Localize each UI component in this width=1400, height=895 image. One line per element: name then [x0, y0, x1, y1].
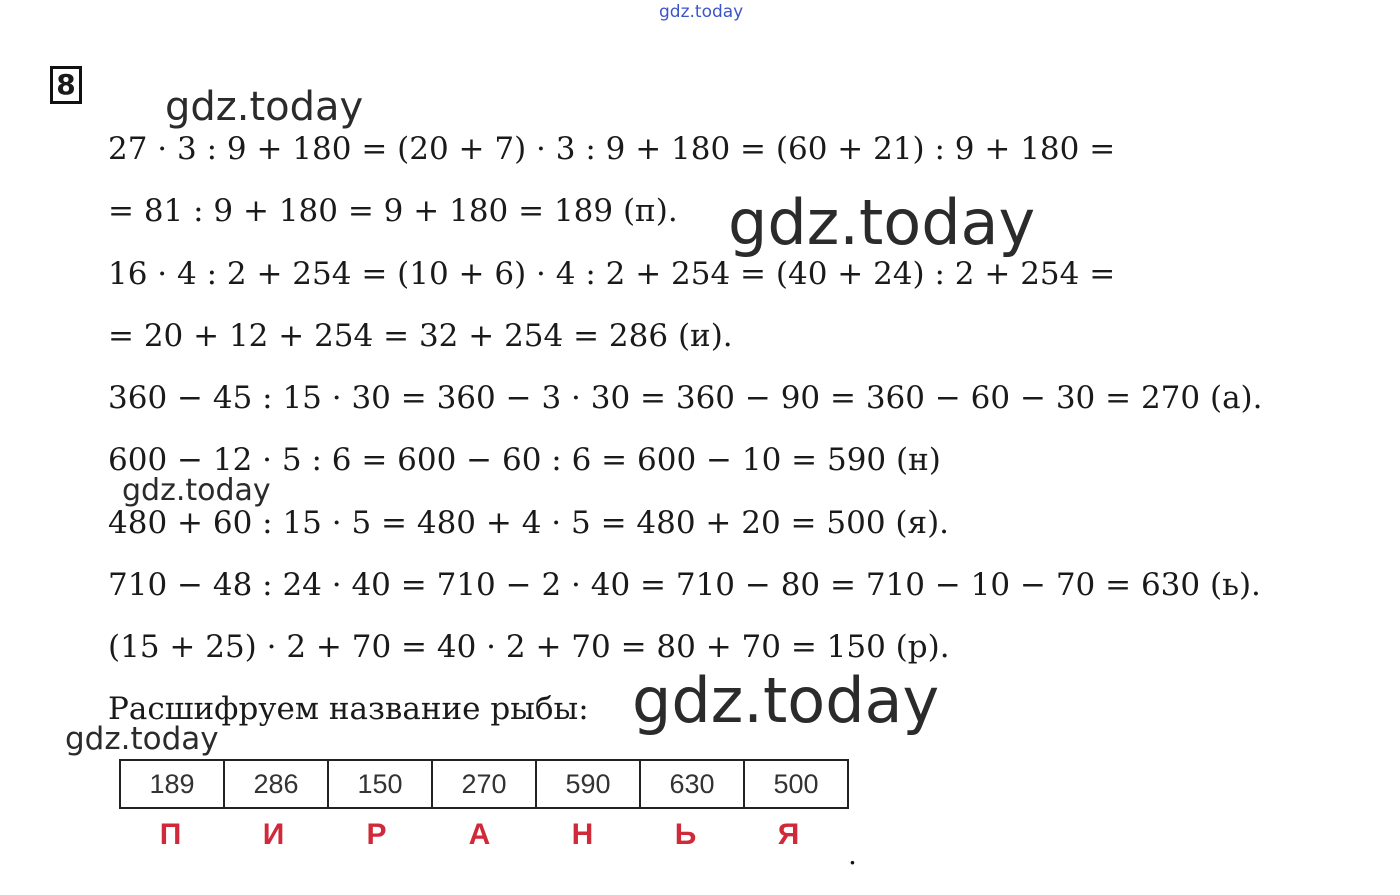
- solution-line-3: 16 · 4 : 2 + 254 = (10 + 6) · 4 : 2 + 254 = (40 + 24) : 2 + 254 =: [108, 256, 1116, 292]
- decode-caption: Расшифруем название рыбы:: [108, 691, 589, 727]
- answer-cell-7: 500: [744, 760, 848, 808]
- watermark-4: gdz.today: [632, 664, 940, 737]
- answer-cell-2: 286: [224, 760, 328, 808]
- solution-line-6: 600 − 12 · 5 : 6 = 600 − 60 : 6 = 600 − 10 = 590 (н): [108, 442, 941, 478]
- solution-line-2: = 81 : 9 + 180 = 9 + 180 = 189 (п).: [108, 193, 678, 229]
- answer-table-row: [120, 760, 848, 808]
- answer-cell-4: 270: [432, 760, 536, 808]
- solution-line-5: 360 − 45 : 15 · 30 = 360 − 3 · 30 = 360 − 90 = 360 − 60 − 30 = 270 (а).: [108, 380, 1263, 416]
- answer-cell-6: 630: [640, 760, 744, 808]
- watermark-2: gdz.today: [728, 186, 1036, 259]
- answer-cell-1: 189: [120, 760, 224, 808]
- decoded-letter-5: Н: [571, 818, 594, 851]
- solution-line-4: = 20 + 12 + 254 = 32 + 254 = 286 (и).: [108, 318, 733, 354]
- trailing-dot: .: [848, 838, 857, 871]
- task-number-badge: 8: [50, 66, 82, 104]
- decoded-letter-2: И: [262, 818, 285, 851]
- watermark-5: gdz.today: [65, 721, 219, 757]
- decoded-letters: [119, 818, 840, 852]
- watermark-1: gdz.today: [165, 84, 364, 130]
- solution-line-7: 480 + 60 : 15 · 5 = 480 + 4 · 5 = 480 + 20 = 500 (я).: [108, 505, 950, 541]
- solution-line-8: 710 − 48 : 24 · 40 = 710 − 2 · 40 = 710 − 80 = 710 − 10 − 70 = 630 (ь).: [108, 567, 1261, 603]
- decoded-letter-7: Я: [777, 818, 800, 851]
- decoded-letter-1: П: [159, 818, 182, 851]
- solution-line-1: 27 · 3 : 9 + 180 = (20 + 7) · 3 : 9 + 180 = (60 + 21) : 9 + 180 =: [108, 131, 1116, 167]
- answer-cell-3: 150: [328, 760, 432, 808]
- watermark-3: gdz.today: [122, 473, 271, 508]
- answer-cell-5: 590: [536, 760, 640, 808]
- watermark-top: gdz.today: [659, 2, 744, 22]
- answer-table: [119, 759, 849, 809]
- decoded-letter-3: Р: [366, 818, 387, 851]
- solution-line-9: (15 + 25) · 2 + 70 = 40 · 2 + 70 = 80 + 70 = 150 (р).: [108, 629, 950, 665]
- decoded-letter-4: А: [468, 818, 491, 851]
- decoded-letter-6: Ь: [674, 818, 697, 851]
